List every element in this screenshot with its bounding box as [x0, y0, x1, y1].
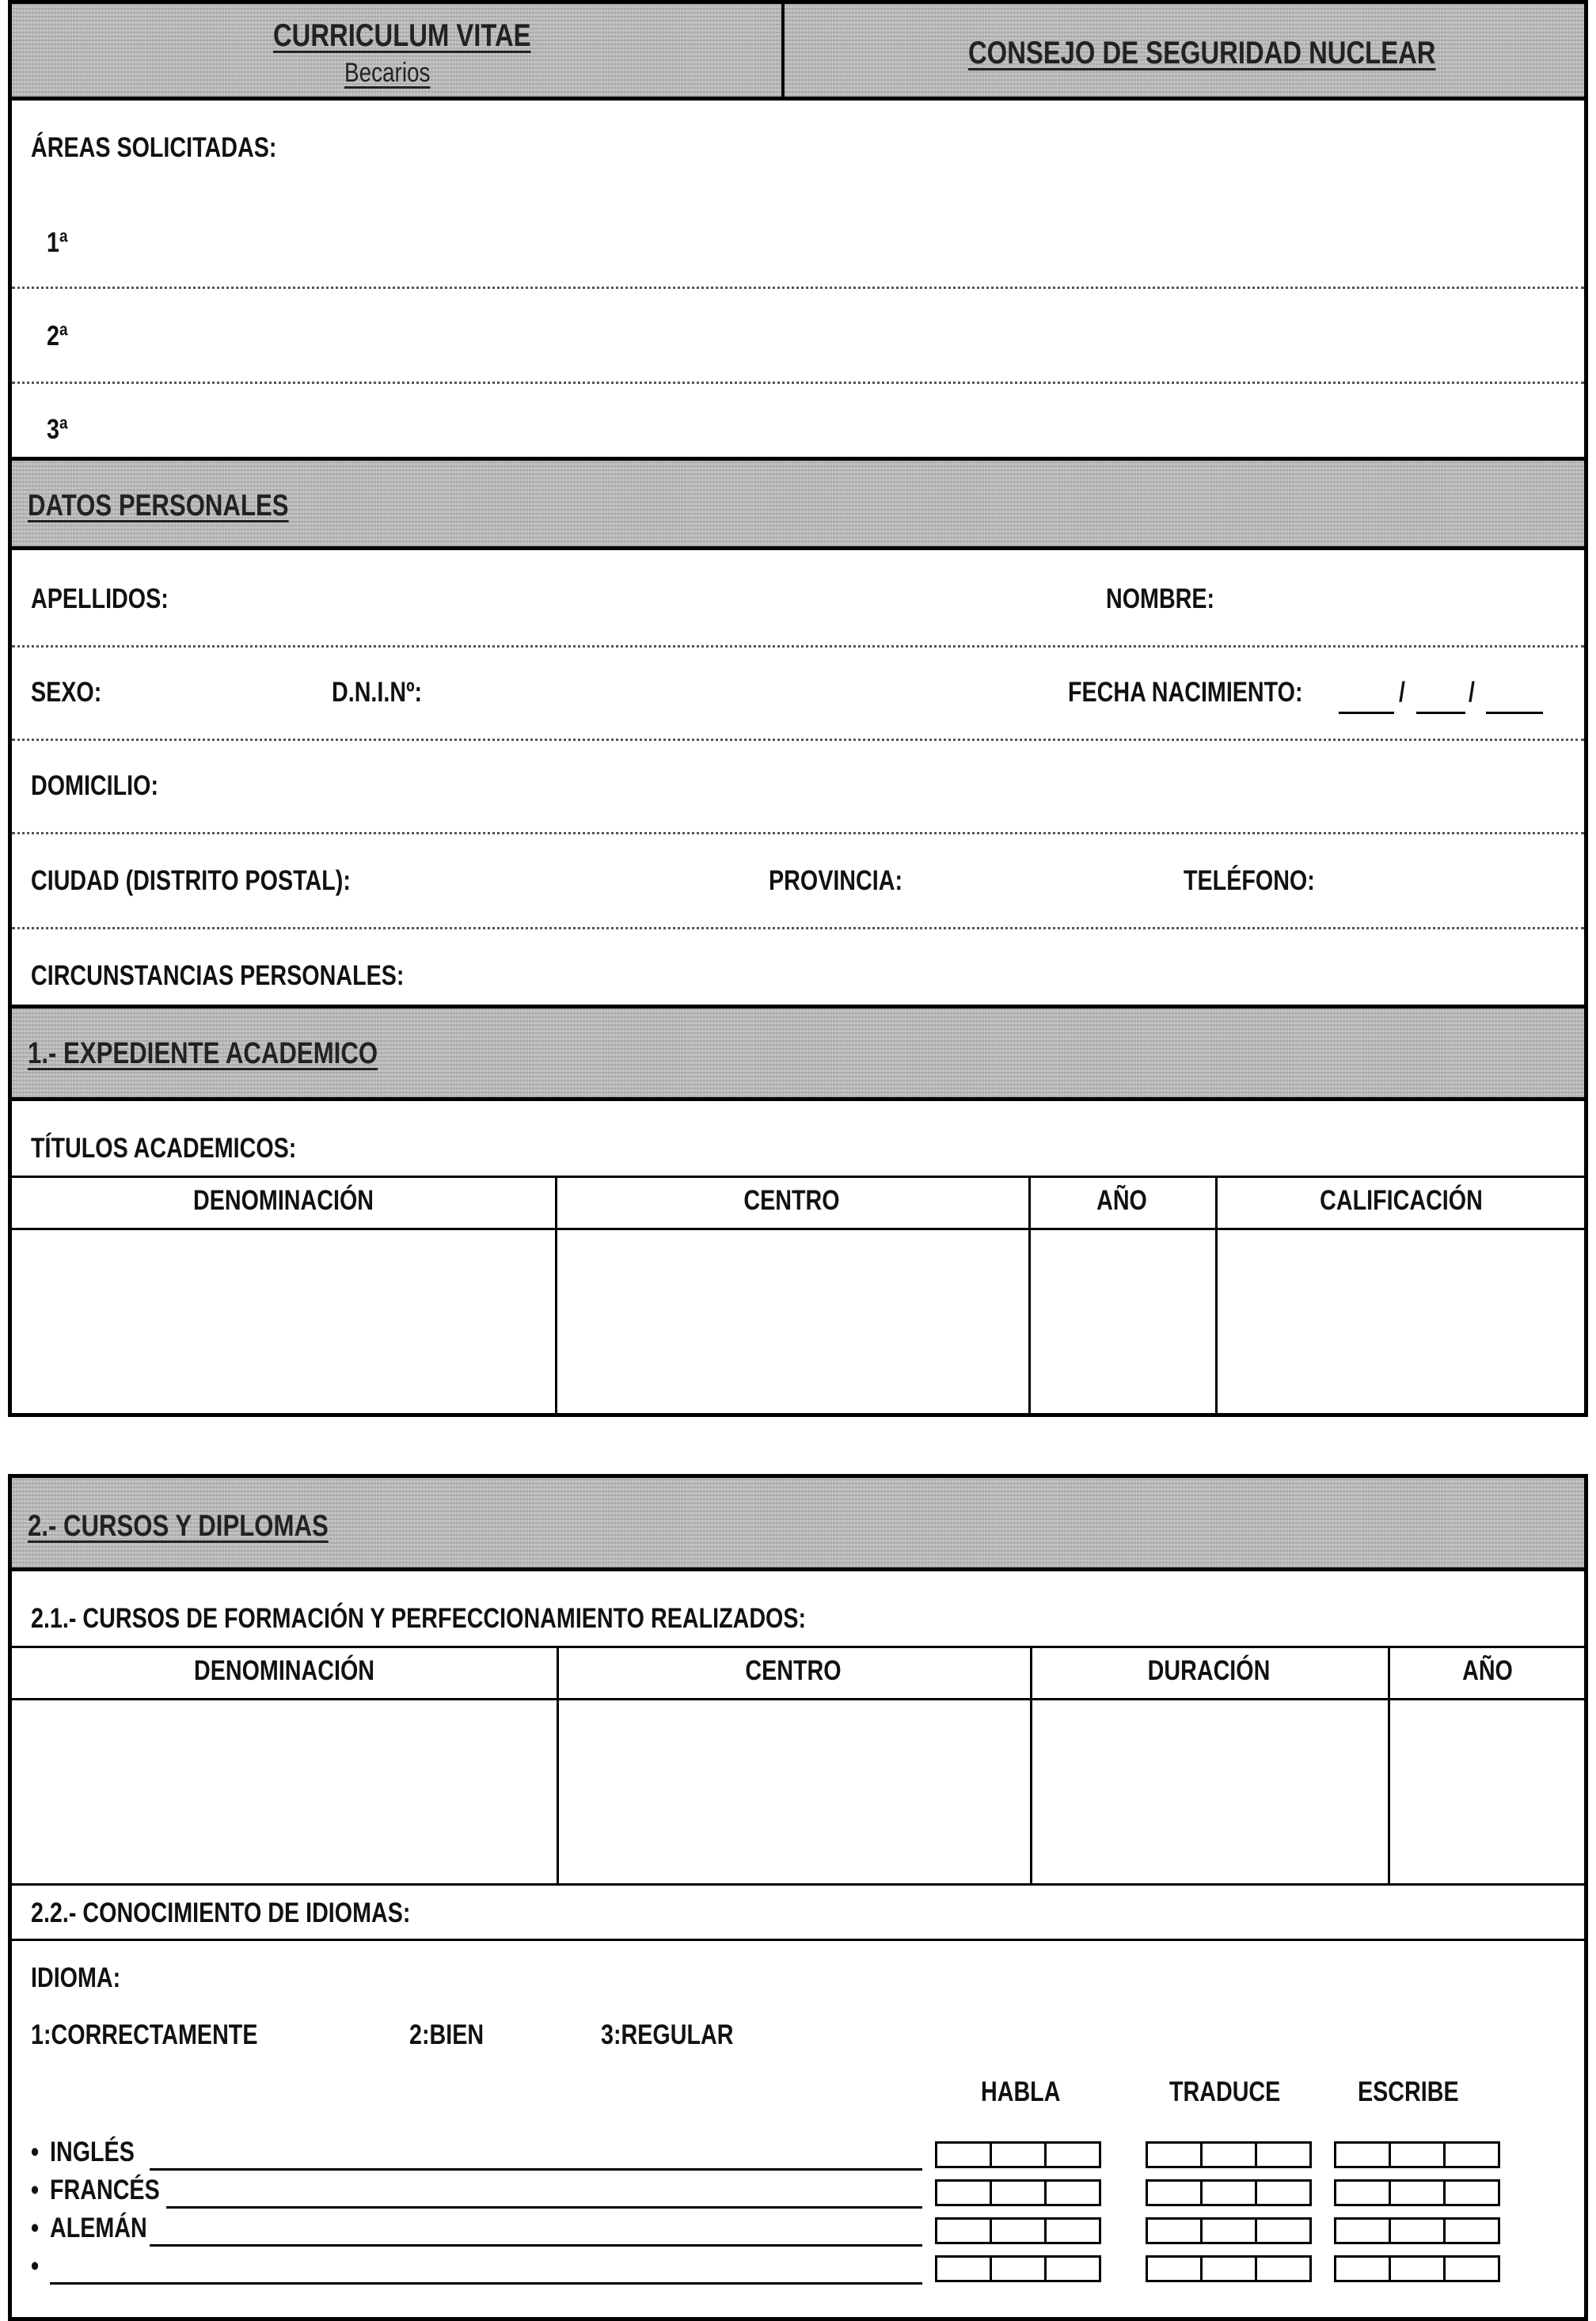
language-name: ALEMÁN [50, 2213, 147, 2243]
language-name-field[interactable] [150, 2168, 922, 2171]
domicilio-label: DOMICILIO: [31, 770, 159, 801]
header-left-title: CURRICULUM VITAE [273, 18, 531, 53]
area-1-label: 1ª [47, 227, 68, 258]
academic-col-ano: AÑO [1096, 1185, 1147, 1216]
fecha-sep-2: / [1469, 677, 1475, 708]
language-level-checkbox[interactable] [1146, 2255, 1203, 2282]
academic-subtitle: TÍTULOS ACADEMICOS: [31, 1133, 297, 1164]
header-right-title: CONSEJO DE SEGURIDAD NUCLEAR [968, 36, 1436, 70]
language-bullet: • [31, 2213, 40, 2243]
sexo-line [12, 739, 1584, 741]
courses-band [12, 1478, 1584, 1571]
skill-traduce: TRADUCE [1169, 2076, 1281, 2107]
language-level-checkbox[interactable] [1443, 2255, 1500, 2282]
academic-col-divider-1 [555, 1176, 557, 1417]
courses-col-denominacion: DENOMINACIÓN [193, 1655, 375, 1686]
header-divider [781, 4, 785, 101]
fecha-sep-1: / [1399, 677, 1405, 708]
courses-table-header-line [12, 1698, 1584, 1700]
language-level-checkbox[interactable] [935, 2179, 992, 2206]
circunstancias-label: CIRCUNSTANCIAS PERSONALES: [31, 960, 405, 991]
language-level-checkbox[interactable] [1200, 2141, 1257, 2168]
dni-label: D.N.I.Nº: [332, 677, 423, 708]
academic-col-denominacion: DENOMINACIÓN [192, 1185, 374, 1216]
academic-col-divider-2 [1028, 1176, 1031, 1417]
courses-title: 2.- CURSOS Y DIPLOMAS [28, 1510, 329, 1543]
domicilio-line [12, 832, 1584, 834]
courses-col-divider-2 [1030, 1646, 1032, 1883]
language-level-checkbox[interactable] [1389, 2217, 1446, 2244]
language-level-checkbox[interactable] [1255, 2255, 1312, 2282]
provincia-label: PROVINCIA: [769, 865, 903, 896]
academic-col-divider-3 [1215, 1176, 1218, 1417]
language-level-checkbox[interactable] [1334, 2179, 1391, 2206]
scale-2: 2:BIEN [409, 2019, 484, 2050]
courses-col-duracion: DURACIÓN [1147, 1655, 1271, 1686]
language-level-checkbox[interactable] [1044, 2217, 1101, 2244]
language-name-field[interactable] [150, 2244, 922, 2247]
language-name-field[interactable] [50, 2282, 922, 2285]
skill-habla: HABLA [981, 2076, 1061, 2107]
academic-col-centro: CENTRO [743, 1185, 840, 1216]
language-level-checkbox[interactable] [1200, 2217, 1257, 2244]
header-band [12, 4, 1584, 101]
idioma-label: IDIOMA: [31, 1962, 121, 1993]
language-level-checkbox[interactable] [1255, 2141, 1312, 2168]
fecha-day-field[interactable] [1339, 712, 1394, 714]
language-level-checkbox[interactable] [1044, 2141, 1101, 2168]
language-level-checkbox[interactable] [1044, 2255, 1101, 2282]
language-level-checkbox[interactable] [1334, 2255, 1391, 2282]
language-name: INGLÉS [50, 2137, 135, 2167]
language-level-checkbox[interactable] [935, 2217, 992, 2244]
telefono-label: TELÉFONO: [1184, 865, 1315, 896]
scale-3: 3:REGULAR [601, 2019, 734, 2050]
language-level-checkbox[interactable] [1200, 2255, 1257, 2282]
courses-col-ano: AÑO [1462, 1655, 1513, 1686]
language-level-checkbox[interactable] [935, 2141, 992, 2168]
courses-col-divider-1 [557, 1646, 559, 1883]
academic-title: 1.- EXPEDIENTE ACADEMICO [28, 1037, 378, 1070]
language-level-checkbox[interactable] [935, 2255, 992, 2282]
language-level-checkbox[interactable] [1255, 2179, 1312, 2206]
apellidos-line [12, 645, 1584, 648]
language-level-checkbox[interactable] [990, 2179, 1047, 2206]
language-level-checkbox[interactable] [1443, 2217, 1500, 2244]
language-level-checkbox[interactable] [1146, 2217, 1203, 2244]
language-name: FRANCÉS [50, 2175, 160, 2205]
language-level-checkbox[interactable] [1146, 2141, 1203, 2168]
courses-col-centro: CENTRO [745, 1655, 842, 1686]
academic-table-header-line [12, 1228, 1584, 1230]
courses-table-bottom [12, 1883, 1584, 1886]
academic-col-calificacion: CALIFICACIÓN [1320, 1185, 1483, 1216]
apellidos-label: APELLIDOS: [31, 583, 169, 614]
languages-title-line [12, 1939, 1584, 1941]
language-level-checkbox[interactable] [1200, 2179, 1257, 2206]
form-section-2 [8, 1474, 1588, 2321]
fecha-label: FECHA NACIMIENTO: [1068, 677, 1303, 708]
language-level-checkbox[interactable] [1389, 2255, 1446, 2282]
personal-title: DATOS PERSONALES [28, 489, 289, 522]
language-level-checkbox[interactable] [1389, 2179, 1446, 2206]
courses-col-divider-3 [1388, 1646, 1390, 1883]
language-name-field[interactable] [166, 2206, 922, 2209]
courses-table-top [12, 1646, 1584, 1648]
fecha-month-field[interactable] [1416, 712, 1465, 714]
academic-table-top [12, 1176, 1584, 1178]
nombre-label: NOMBRE: [1106, 583, 1215, 614]
language-level-checkbox[interactable] [990, 2141, 1047, 2168]
area-2-label: 2ª [47, 321, 68, 351]
language-level-checkbox[interactable] [1443, 2141, 1500, 2168]
language-level-checkbox[interactable] [1334, 2217, 1391, 2244]
language-level-checkbox[interactable] [1146, 2179, 1203, 2206]
sexo-label: SEXO: [31, 677, 102, 708]
form-section-1 [8, 0, 1588, 1417]
language-level-checkbox[interactable] [1389, 2141, 1446, 2168]
language-bullet: • [31, 2137, 40, 2167]
area-3-label: 3ª [47, 414, 68, 445]
academic-band [12, 1005, 1584, 1101]
fecha-year-field[interactable] [1486, 712, 1543, 714]
language-level-checkbox[interactable] [1334, 2141, 1391, 2168]
skill-escribe: ESCRIBE [1358, 2076, 1459, 2107]
personal-band [12, 457, 1584, 550]
language-level-checkbox[interactable] [1443, 2179, 1500, 2206]
language-level-checkbox[interactable] [1044, 2179, 1101, 2206]
language-bullet: • [31, 2175, 40, 2205]
language-level-checkbox[interactable] [990, 2255, 1047, 2282]
area-2-line [12, 382, 1584, 384]
ciudad-label: CIUDAD (DISTRITO POSTAL): [31, 865, 351, 896]
scale-1: 1:CORRECTAMENTE [31, 2019, 258, 2050]
language-level-checkbox[interactable] [1255, 2217, 1312, 2244]
languages-title: 2.2.- CONOCIMIENTO DE IDIOMAS: [31, 1897, 411, 1928]
language-bullet: • [31, 2251, 40, 2281]
areas-label: ÁREAS SOLICITADAS: [31, 132, 277, 163]
area-1-line [12, 287, 1584, 289]
courses-subtitle: 2.1.- CURSOS DE FORMACIÓN Y PERFECCIONAMIENTO REALIZADOS: [31, 1603, 807, 1634]
ciudad-line [12, 927, 1584, 929]
language-level-checkbox[interactable] [990, 2217, 1047, 2244]
header-left-subtitle: Becarios [344, 58, 431, 88]
